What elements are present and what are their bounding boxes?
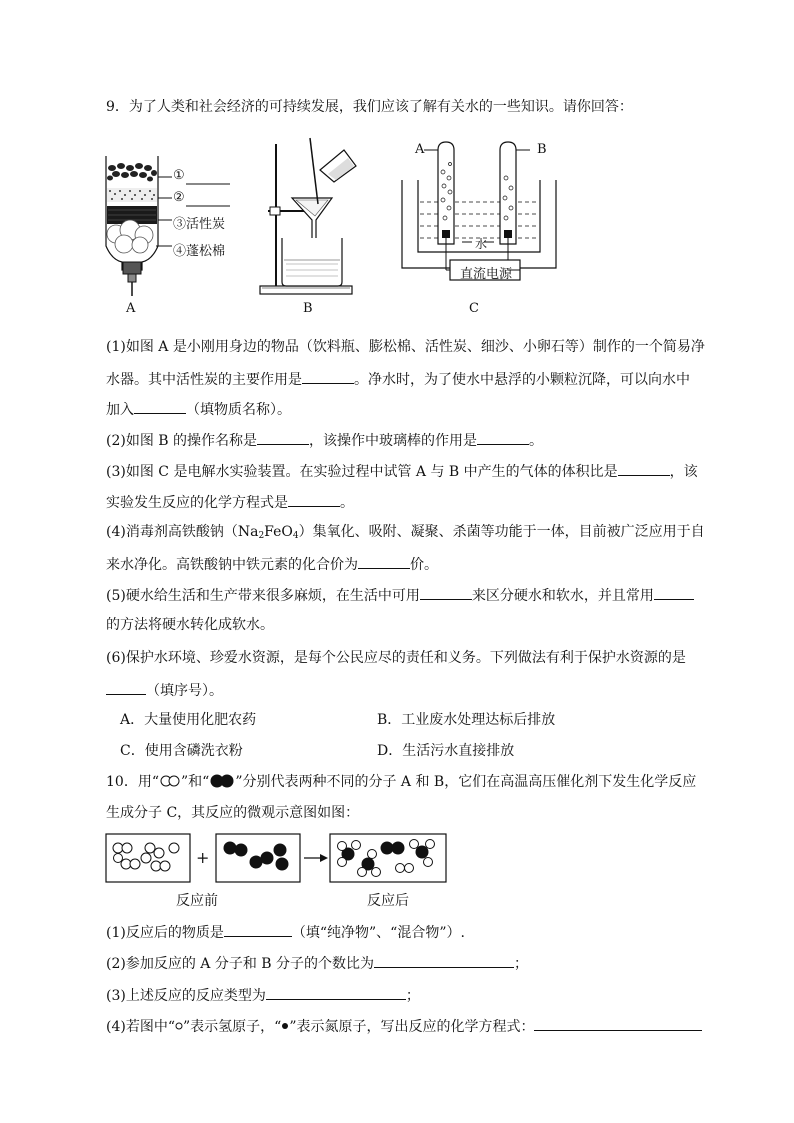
- q10-part4-text-c: ”表示氮原子，写出反应的化学方程式：: [289, 1019, 535, 1035]
- q9-option-c[interactable]: C．使用含磷洗衣粉: [120, 743, 243, 759]
- q9-part4-text-c: 来水净化。高铁酸钠中铁元素的化合价为: [106, 557, 358, 573]
- hydrogen-atom-icon: [175, 1021, 183, 1031]
- sand-layer: [107, 188, 157, 202]
- q9-part3-blank-b[interactable]: [288, 491, 340, 507]
- q9-part5-text-a: (5)硬水给生活和生产带来很多麻烦，在生活中可用: [106, 588, 420, 604]
- q10-part3-text-a: (3)上述反应的反应类型为: [106, 988, 266, 1004]
- pebble-layer: [107, 163, 157, 182]
- q9-part3-text-d: 。: [340, 495, 354, 511]
- q9-part3-line2: [106, 491, 354, 513]
- q9-part1-text-d: （填物质名称）。: [186, 402, 291, 418]
- fig-a-label-3: ③活性炭: [173, 217, 226, 232]
- figure-b-filtration: [258, 136, 358, 304]
- q9-part1-line2: [106, 368, 690, 390]
- fig-c-water-label: 水: [475, 237, 488, 251]
- q10-part3-blank[interactable]: [266, 984, 406, 1000]
- q10-intro-text-b: ”和“: [180, 774, 210, 790]
- q9-part4-blank[interactable]: [358, 553, 410, 569]
- q9-intro: 9．为了人类和社会经济的可持续发展，我们应该了解有关水的一些知识。请你回答：: [106, 99, 633, 115]
- q10-label-before: 反应前: [176, 893, 218, 909]
- q9-part3-text-c: 实验发生反应的化学方程式是: [106, 495, 288, 511]
- q10-part1-blank[interactable]: [224, 921, 292, 937]
- q9-part1-blank-b[interactable]: [134, 398, 186, 414]
- q9-part1-text-a: 水器。其中活性炭的主要作用是: [106, 372, 302, 388]
- q10-part3-text-b: ；: [405, 988, 420, 1004]
- q9-part3-text-b: ，该: [669, 464, 698, 480]
- cotton-layer: [107, 220, 153, 253]
- fig-b-caption: B: [303, 301, 313, 316]
- q9-part5-blank-a[interactable]: [420, 584, 472, 600]
- q10-part1-text-b: （填“纯净物”、“混合物”）.: [291, 925, 465, 941]
- q10-part4-text-a: (4)若图中“: [106, 1019, 175, 1035]
- q9-part2-blank-a[interactable]: [257, 429, 309, 445]
- q10-label-after: 反应后: [367, 893, 409, 909]
- fig-a-label-1: ①: [173, 168, 185, 183]
- q9-part6-line2: [106, 679, 223, 701]
- q9-part2-text-c: 。: [529, 433, 544, 449]
- q10-intro-line1: [106, 772, 696, 792]
- q10-part3: [106, 984, 420, 1006]
- q10-part1: [106, 921, 465, 943]
- q10-part4-blank[interactable]: [534, 1015, 702, 1031]
- q9-part4-line1: [106, 522, 705, 546]
- q9-part1-text-b: 。净水时，为了使水中悬浮的小颗粒沉降，可以向水中: [354, 372, 690, 388]
- q9-part2-text-a: (2)如图 B 的操作名称是: [106, 433, 258, 449]
- q10-intro-text-a: 10．用“: [106, 774, 159, 790]
- q9-part5-text-b: 来区分硬水和软水，并且常用: [471, 588, 654, 604]
- q9-part6-blank[interactable]: [106, 679, 146, 695]
- q9-part2-blank-b[interactable]: [477, 429, 529, 445]
- q9-part5-line2: 的方法将硬水转化成软水。: [106, 617, 274, 633]
- q10-plus-sign: +: [196, 848, 210, 867]
- fig-a-label-4: ④蓬松棉: [173, 244, 226, 259]
- q9-part4-line2: [106, 553, 438, 575]
- q9-part1-line3: [106, 398, 291, 420]
- q9-option-a[interactable]: A．大量使用化肥农药: [120, 712, 257, 728]
- q10-intro-line2: 生成分子 C，其反应的微观示意图如图：: [106, 805, 360, 821]
- q10-part4: [106, 1015, 702, 1037]
- q10-part2-text-a: (2)参加反应的 A 分子和 B 分子的个数比为: [106, 956, 375, 972]
- fig-c-power-label: 直流电源: [460, 267, 513, 282]
- q9-option-d[interactable]: D．生活污水直接排放: [377, 743, 515, 759]
- fig-c-tube-b-label: B: [537, 142, 547, 157]
- q10-intro-text-c: ”分别代表两种不同的分子 A 和 B，它们在高温高压催化剂下发生化学反应: [235, 774, 697, 790]
- q9-part6-text: （填序号）。: [146, 683, 223, 699]
- q9-part5-blank-b[interactable]: [654, 584, 694, 600]
- q9-part4-text-fe: FeO: [264, 524, 293, 540]
- q9-part4-sub-4: 4: [292, 531, 299, 541]
- q9-part3-text-a: (3)如图 C 是电解水实验装置。在实验过程中试管 A 与 B 中产生的气体的体积比是: [106, 464, 618, 480]
- q10-part4-text-b: ”表示氢原子，“: [183, 1019, 282, 1035]
- q9-part4-text-a: (4)消毒剂高铁酸钠（Na: [106, 524, 259, 540]
- q10-part1-text-a: (1)反应后的物质是: [106, 925, 224, 941]
- fig-c-tube-a-label: A: [415, 142, 425, 157]
- q9-part6-line1: (6)保护水环境、珍爱水资源，是每个公民应尽的责任和义务。下列做法有利于保护水资源的是: [106, 650, 686, 666]
- fig-a-caption: A: [126, 301, 136, 316]
- q9-part1-text-c: 加入: [106, 402, 134, 418]
- q10-part2-text-b: ；: [514, 956, 529, 972]
- q9-part3-blank-a[interactable]: [618, 460, 670, 476]
- q9-part4-text-b: ）集氧化、吸附、凝聚、杀菌等功能于一体，目前被广泛应用于自: [298, 524, 705, 540]
- q9-part2: [106, 429, 543, 451]
- molecule-a-icon: [159, 774, 181, 788]
- q10-part2-blank[interactable]: [374, 952, 514, 968]
- fig-c-caption: C: [469, 301, 479, 316]
- q9-option-b[interactable]: B．工业废水处理达标后排放: [377, 712, 556, 728]
- q9-part2-text-b: ，该操作中玻璃棒的作用是: [309, 433, 478, 449]
- q9-part4-text-d: 价。: [410, 557, 438, 573]
- q9-part1-blank-a[interactable]: [302, 368, 354, 384]
- q10-part2: [106, 952, 528, 974]
- q9-part1-line1: (1)如图 A 是小刚用身边的物品（饮料瓶、膨松棉、活性炭、细沙、小卵石等）制作的一个简易净: [106, 339, 705, 355]
- q10-reaction-diagram: [104, 832, 449, 886]
- molecule-b-icon: [209, 773, 235, 789]
- fig-a-label-2: ②: [173, 190, 185, 205]
- q9-part5-line1: [106, 584, 694, 606]
- q9-part4-sub-2: 2: [258, 531, 265, 541]
- q9-part3-line1: [106, 460, 698, 482]
